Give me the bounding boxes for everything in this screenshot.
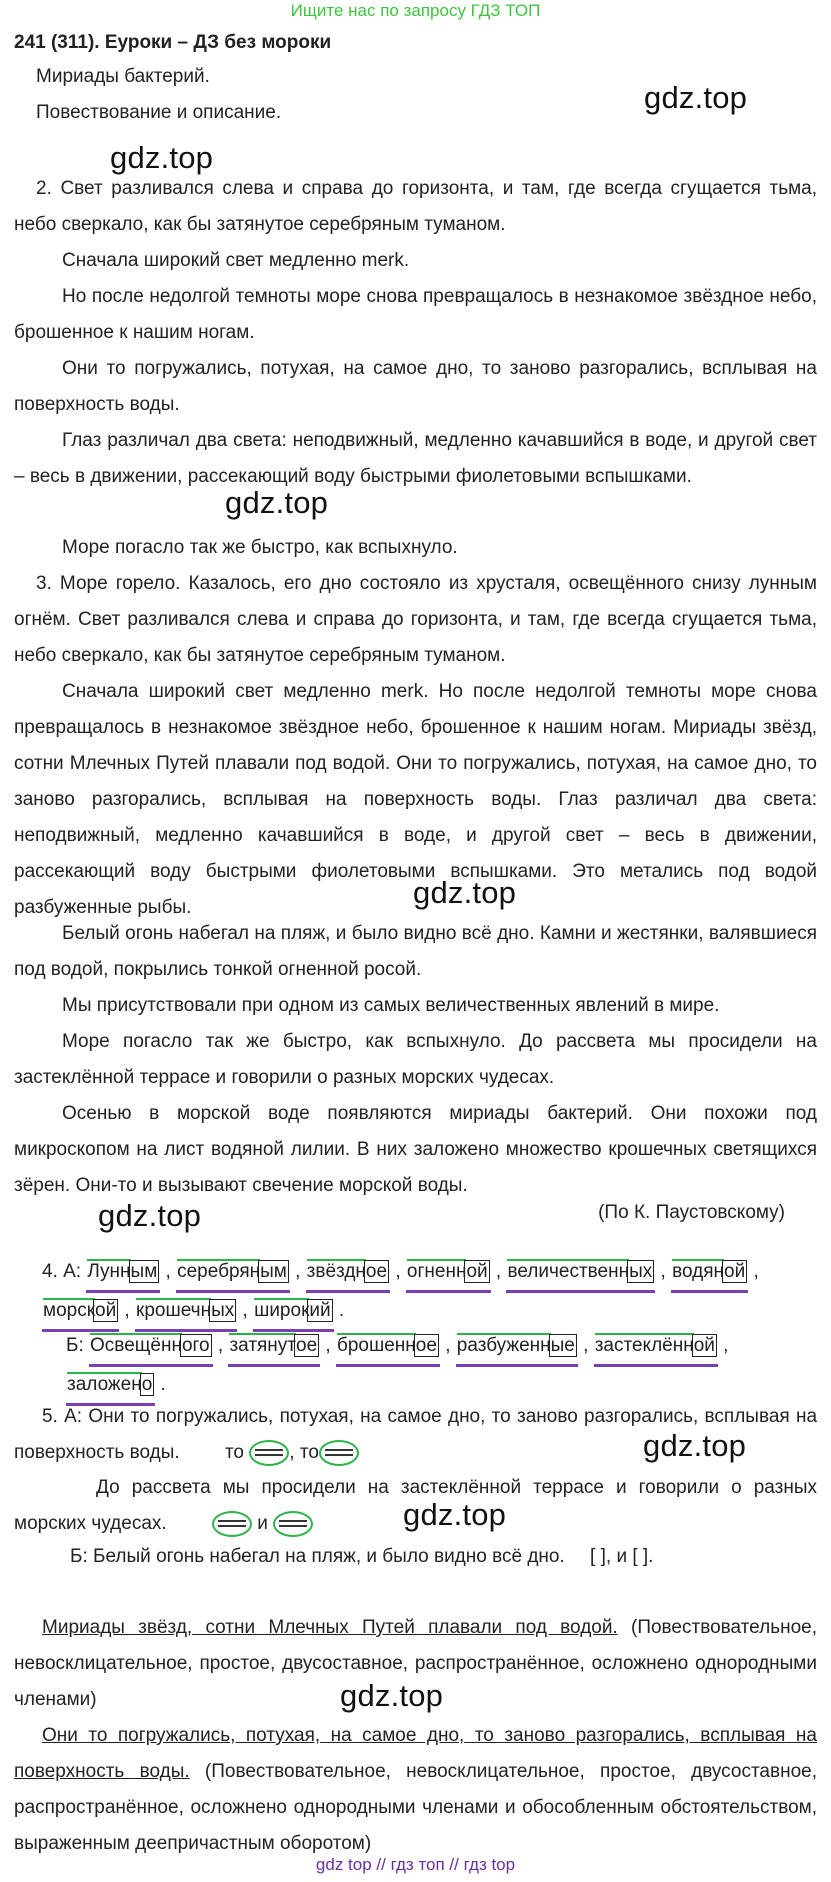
analysis-sentence: Мириады звёзд, сотни Млечных Путей плавали под водой. xyxy=(42,1617,618,1638)
watermark: gdz.top xyxy=(110,140,214,175)
morpheme-word xyxy=(253,1293,334,1332)
task3-p6: Осенью в морской воде появляются мириады бактерий. Они похожи под микроскопом на лист водяной лилии. В них заложено множество крошечных светящихся зёрен. Они-то и вызывают свечение морской воды. xyxy=(14,1103,817,1196)
word-separator: , xyxy=(237,1300,254,1321)
word-ending: ые xyxy=(550,1335,575,1356)
word-ending: о xyxy=(141,1374,153,1395)
word-separator: , xyxy=(320,1335,336,1356)
analysis-sentence: Они то погружались, потухая, на самое дно, то заново разгорались, всплывая на поверхность воды. xyxy=(14,1725,817,1782)
morpheme-word xyxy=(135,1293,237,1332)
word-stem: морск xyxy=(43,1300,96,1321)
word-ending: ой xyxy=(724,1261,746,1282)
word-ending: ой xyxy=(95,1300,117,1321)
morpheme-word xyxy=(594,1328,718,1367)
task5-a-text: Они то погружались, потухая, на самое дно, то заново разгорались, всплывая на поверхность воды. xyxy=(14,1406,818,1463)
task5-b-scheme: [ ], и [ ]. xyxy=(590,1546,654,1567)
watermark: gdz.top xyxy=(644,80,748,115)
word-separator: . xyxy=(155,1374,166,1395)
task3-p5: Море погасло так же быстро, как вспыхнуло. До рассвета мы просидели на застеклённой террасе и говорили о разных морских чудесах. xyxy=(14,1031,817,1088)
word-ending: ое xyxy=(365,1261,388,1282)
homogeneous-predicate-circle xyxy=(273,1511,313,1537)
homogeneous-predicate-circle xyxy=(212,1511,252,1537)
word-separator: , xyxy=(212,1335,229,1356)
word-stem: широк xyxy=(254,1300,310,1321)
word-stem: крошечн xyxy=(136,1300,212,1321)
morpheme-word xyxy=(506,1254,655,1293)
task4-b xyxy=(66,1328,817,1406)
word-stem: Освещённ xyxy=(90,1335,182,1356)
watermark: gdz.top xyxy=(413,875,517,910)
task5-a-label: 5. А: xyxy=(42,1406,83,1427)
word-stem: застеклённ xyxy=(594,1335,694,1356)
homogeneous-predicate-circle xyxy=(319,1440,359,1466)
word-separator: , xyxy=(119,1300,136,1321)
watermark: gdz.top xyxy=(403,1497,507,1532)
task4-b-words xyxy=(66,1335,728,1395)
word-ending: ых xyxy=(211,1300,235,1321)
analysis-description: (Повествовательное, невосклицательное, простое, двусоставное, распространённое, осложнено однородными членами) xyxy=(14,1617,817,1710)
morpheme-word xyxy=(336,1328,440,1367)
analysis-2 xyxy=(14,1718,817,1862)
morpheme-word xyxy=(89,1328,213,1367)
word-ending: ого xyxy=(181,1335,210,1356)
word-ending: ой xyxy=(693,1335,715,1356)
task2-p6: Море погасло так же быстро, как вспыхнуло. xyxy=(62,537,458,558)
word-separator: , xyxy=(289,1261,306,1282)
scheme-to: то xyxy=(224,1442,244,1463)
task4-a xyxy=(42,1254,817,1332)
word-stem: водян xyxy=(672,1261,725,1282)
word-stem: серебрян xyxy=(177,1261,261,1282)
analysis-description: (Повествовательное, невосклицательное, простое, двусоставное, распространённое, осложнено однородными членами и обособленным обстоятельством, выраженным деепричастным оборотом) xyxy=(14,1761,818,1854)
word-separator: , xyxy=(717,1335,729,1356)
watermark: gdz.top xyxy=(98,1198,202,1233)
task3-p3: Белый огонь набегал на пляж, и было видно всё дно. Камни и жестянки, валявшиеся под водой, покрылись тонкой огненной росой. xyxy=(14,923,817,980)
task5-b xyxy=(70,1539,817,1575)
word-separator: , xyxy=(490,1261,507,1282)
word-stem: разбуженн xyxy=(456,1335,551,1356)
watermark: gdz.top xyxy=(643,1428,747,1463)
word-stem: звёздн xyxy=(306,1261,366,1282)
word-stem: затянут xyxy=(229,1335,296,1356)
scheme-and: и xyxy=(257,1513,268,1534)
word-ending: ых xyxy=(629,1261,653,1282)
top-banner[interactable]: Ищите нас по запросу ГДЗ ТОП xyxy=(290,1,541,20)
watermark: gdz.top xyxy=(340,1678,444,1713)
word-separator: , xyxy=(748,1261,759,1282)
task4-b-label: Б: xyxy=(66,1335,84,1356)
word-stem: брошенн xyxy=(336,1335,416,1356)
watermark: gdz.top xyxy=(225,485,329,520)
task2-p4: Они то погружались, потухая, на самое дно, то заново разгорались, всплывая на поверхность воды. xyxy=(14,358,817,415)
morpheme-word xyxy=(176,1254,290,1293)
word-separator: , xyxy=(160,1261,177,1282)
morpheme-word xyxy=(306,1254,390,1293)
task3-p2: Сначала широкий свет медленно merk. Но после недолгой темноты море снова превращалось в незнакомое звёздное небо, брошенное к нашим ногам. Мириады звёзд, сотни Млечных Путей плавали под водой. Они то погружались, потухая, на самое дно, то заново разгорались, всплывая на поверхность воды. Глаз различал два света: неподвижный, медленно качавшийся в воде, и другой свет – весь в движении, рассекающий воду быстрыми фиолетовыми вспышками. Это метались под водой разбуженные рыбы. xyxy=(14,681,817,918)
page-title: 241 (311). Еуроки – ДЗ без мороки xyxy=(14,32,332,53)
morpheme-word xyxy=(228,1328,320,1367)
word-stem: величественн xyxy=(507,1261,630,1282)
word-ending: ой xyxy=(466,1261,488,1282)
task5-a2-text: До рассвета мы просидели на застеклённой террасе и говорили о разных морских чудесах. xyxy=(14,1477,817,1534)
word-ending: ым xyxy=(130,1261,158,1282)
word-separator: . xyxy=(333,1300,345,1321)
word-ending: ым xyxy=(260,1261,287,1282)
morpheme-word xyxy=(456,1328,578,1367)
word-stem: огненн xyxy=(406,1261,467,1282)
task4-a-words xyxy=(42,1261,759,1321)
task2-p1: 2. Свет разливался слева и справа до горизонта, и там, где всегда сгущается тьма, небо сверкало, как бы затянутое серебряным туманом. xyxy=(14,178,817,235)
word-ending: ий xyxy=(309,1300,331,1321)
word-separator: , xyxy=(439,1335,456,1356)
morpheme-word xyxy=(406,1254,491,1293)
word-separator: , xyxy=(577,1335,594,1356)
morpheme-word xyxy=(671,1254,748,1293)
homogeneous-predicate-circle xyxy=(249,1440,289,1466)
intro-line-1: Мириады бактерий. xyxy=(36,66,210,87)
word-stem: заложен xyxy=(67,1374,142,1395)
word-separator: , xyxy=(390,1261,406,1282)
source-attribution: (По К. Паустовскому) xyxy=(598,1202,785,1223)
task4-a-label: 4. А: xyxy=(42,1261,82,1282)
task3-p1: 3. Море горело. Казалось, его дно состояло из хрусталя, освещённого снизу лунным огнём. Свет разливался слева и справа до горизонта, и там, где всегда сгущается тьма, небо сверкало, как бы затянутое серебряным туманом. xyxy=(14,573,817,666)
task2-p5: Глаз различал два света: неподвижный, медленно качавшийся в воде, и другой свет – весь в движении, рассекающий воду быстрыми фиолетовыми вспышками. xyxy=(14,430,817,487)
word-stem: Лунн xyxy=(87,1261,131,1282)
task5-b-text: Б: Белый огонь набегал на пляж, и было видно всё дно. xyxy=(70,1546,565,1567)
word-separator: , xyxy=(655,1261,672,1282)
task2-p3: Но после недолгой темноты море снова превращалось в незнакомое звёздное небо, брошенное к нашим ногам. xyxy=(14,286,817,343)
word-ending: ое xyxy=(296,1335,318,1356)
task2-p2: Сначала широкий свет медленно merk. xyxy=(62,250,410,271)
footer-links[interactable]: gdz top // гдз топ // гдз top xyxy=(315,1855,516,1874)
task3-p4: Мы присутствовали при одном из самых величественных явлений в мире. xyxy=(62,995,720,1016)
word-ending: ое xyxy=(415,1335,437,1356)
intro-line-2: Повествование и описание. xyxy=(36,102,282,123)
scheme-to-mid: , то xyxy=(289,1442,319,1463)
morpheme-word xyxy=(86,1254,160,1293)
morpheme-word xyxy=(42,1293,119,1332)
